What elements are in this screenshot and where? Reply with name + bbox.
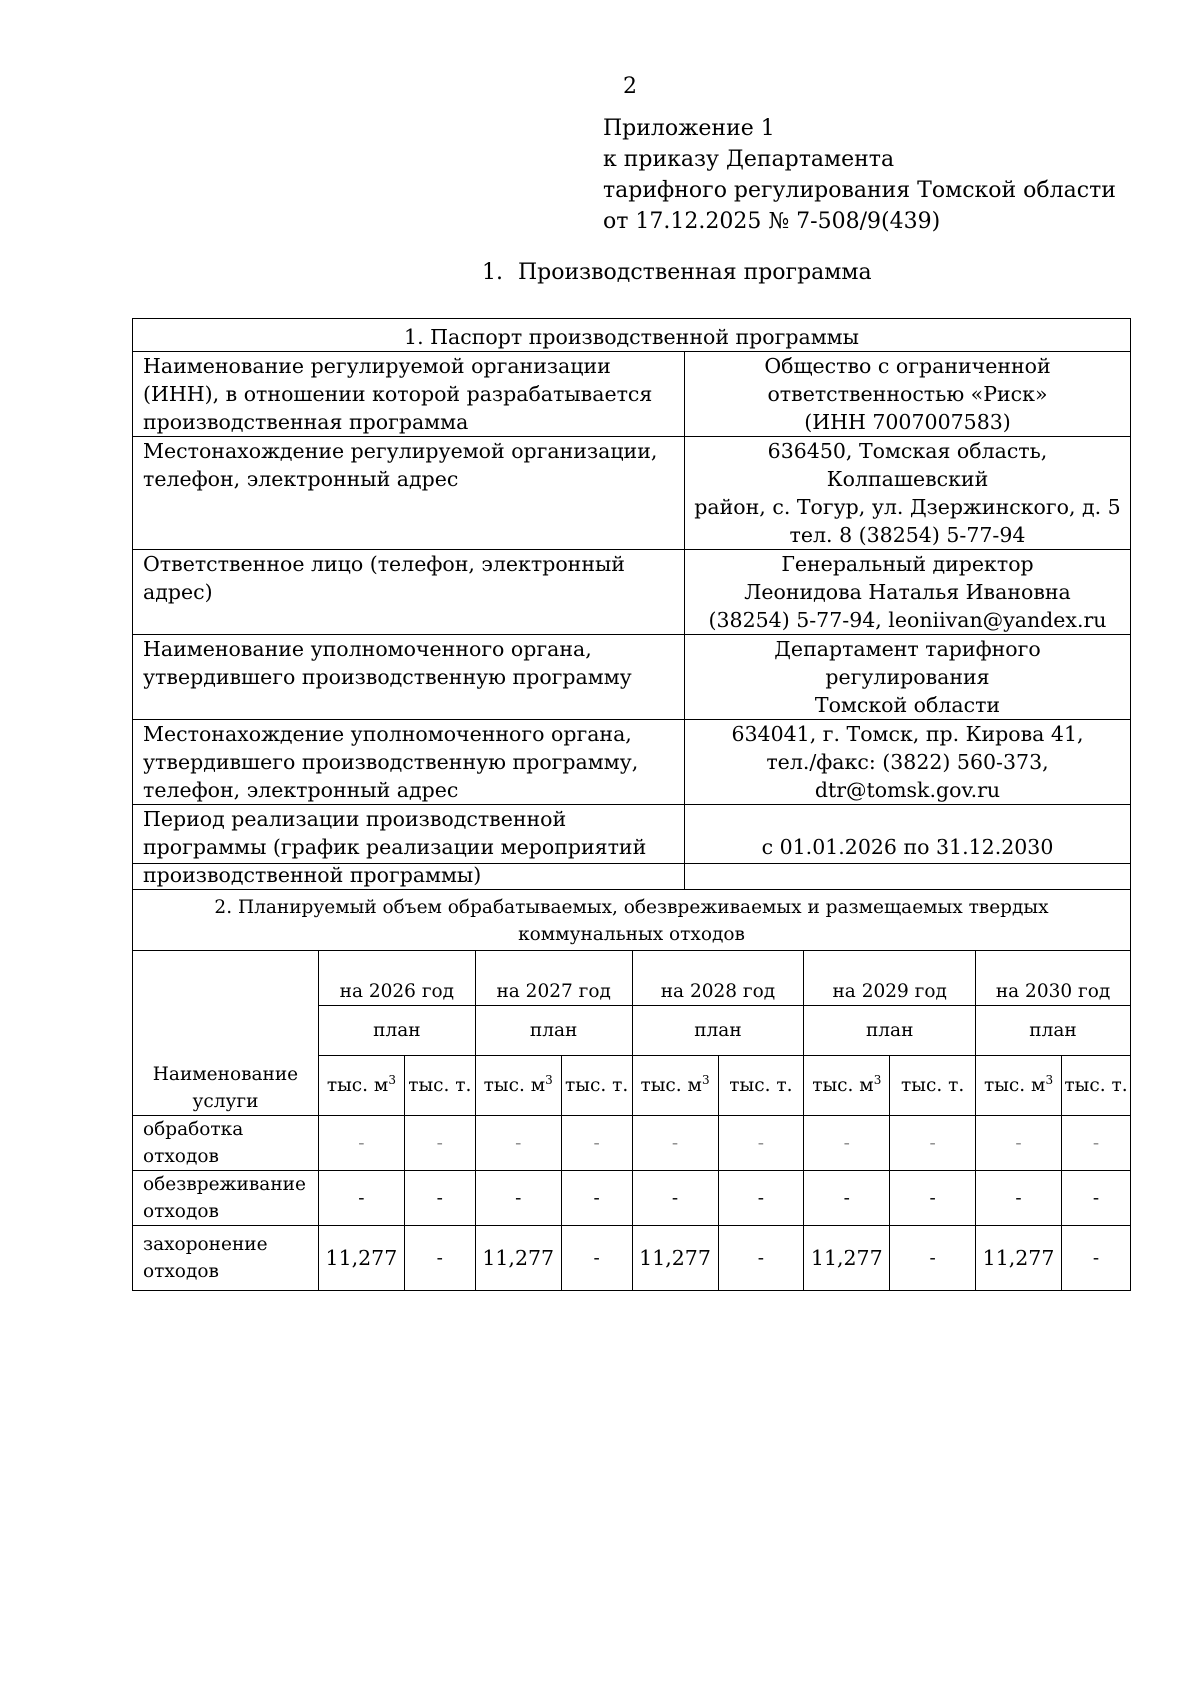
value-line: 634041, г. Томск, пр. Кирова 41, [731,722,1084,746]
unit-t-header: тыс. т. [561,1056,632,1116]
passport-row [133,550,1131,635]
unit-m3-header [318,1056,404,1116]
value-line: тел. 8 (38254) 5-77-94 [789,523,1026,547]
passport-value [685,352,1131,437]
value-cell: - [561,1116,632,1171]
value-cell: - [632,1116,718,1171]
year-header: на 2028 год [632,951,804,1006]
passport-value [685,437,1131,550]
header-line-1: Приложение 1 [603,116,775,141]
value-line: (38254) 5-77-94, leoniivan@yandex.ru [708,608,1107,632]
value-cell: - [804,1171,890,1226]
section-number: 1. [482,260,503,285]
plan-header: план [632,1006,804,1056]
plan-header: план [804,1006,976,1056]
unit-m3-header [632,1056,718,1116]
table-row [133,1226,1131,1291]
passport-value [685,550,1131,635]
value-cell: - [561,1226,632,1291]
service-header: Наименование услуги [133,951,319,1116]
header-line-2: к приказу Департамента [603,147,895,172]
year-header: на 2030 год [976,951,1131,1006]
value-cell: - [976,1116,1062,1171]
table-row [133,1116,1131,1171]
value-cell: - [718,1171,804,1226]
passport-caption: 1. Паспорт производственной программы [133,319,1131,352]
service-name: захоронение отходов [133,1226,319,1291]
unit-m3-text: тыс. м [640,1074,702,1096]
volumes-table [132,863,1131,1291]
passport-label: Местонахождение регулируемой организации, телефон, электронный адрес [133,437,685,550]
value-cell: - [404,1171,475,1226]
passport-label: Ответственное лицо (телефон, электронный адрес) [133,550,685,635]
passport-label: Местонахождение уполномоченного органа, утвердившего производственную программу, телефон, электронный адрес [133,720,685,805]
unit-m3-text: тыс. м [483,1074,546,1096]
volumes-caption: 2. Планируемый объем обрабатываемых, обезвреживаемых и размещаемых твердых коммунальных отходов [133,864,1131,951]
unit-m3-sup: 3 [388,1072,396,1087]
value-cell: - [404,1116,475,1171]
table-row [133,1171,1131,1226]
value-cell: - [475,1116,561,1171]
year-header: на 2029 год [804,951,976,1006]
unit-t-header: тыс. т. [1062,1056,1131,1116]
value-cell: 11,277 [976,1226,1062,1291]
unit-m3-text: тыс. м [326,1074,389,1096]
unit-m3-text: тыс. м [983,1074,1046,1096]
passport-row [133,720,1131,805]
plan-header: план [976,1006,1131,1056]
value-cell: 11,277 [632,1226,718,1291]
value-cell: 11,277 [475,1226,561,1291]
value-line: 636450, Томская область, Колпашевский [767,439,1048,491]
value-line: Леонидова Наталья Ивановна [744,580,1071,604]
value-cell: 11,277 [804,1226,890,1291]
passport-row [133,635,1131,720]
value-cell: - [1062,1171,1131,1226]
value-cell: - [1062,1226,1131,1291]
unit-m3-header [976,1056,1062,1116]
passport-table [132,318,1131,890]
unit-m3-sup: 3 [701,1072,710,1087]
section-title [482,260,872,285]
passport-label: Наименование уполномоченного органа, утвердившего производственную программу [133,635,685,720]
passport-value [685,635,1131,720]
plan-header: план [475,1006,632,1056]
section-title-text: Производственная программа [518,260,872,285]
year-header: на 2027 год [475,951,632,1006]
value-cell: - [890,1116,976,1171]
value-line: dtr@tomsk.gov.ru [814,778,1001,802]
approval-header [603,113,1116,237]
passport-row [133,352,1131,437]
value-cell: - [718,1116,804,1171]
value-line: район, с. Тогур, ул. Дзержинского, д. 5 [694,495,1121,519]
value-cell: 11,277 [318,1226,404,1291]
value-line: с 01.01.2026 по 31.12.2030 [761,835,1054,859]
passport-label: Период реализации производственной программы (график реализации мероприятий производственной программы) [133,805,685,890]
unit-t-header: тыс. т. [404,1056,475,1116]
value-line: Общество с ограниченной [764,354,1051,378]
passport-value [685,720,1131,805]
value-cell: - [475,1171,561,1226]
page-number: 2 [623,74,637,99]
passport-row [133,437,1131,550]
value-cell: - [318,1171,404,1226]
value-cell: - [561,1171,632,1226]
service-name: обработка отходов [133,1116,319,1171]
header-line-4: от 17.12.2025 № 7-508/9(439) [603,209,941,234]
service-name: обезвреживание отходов [133,1171,319,1226]
unit-t-header: тыс. т. [718,1056,804,1116]
plan-header: план [318,1006,475,1056]
value-cell: - [976,1171,1062,1226]
value-line: тел./факс: (3822) 560-373, [766,750,1049,774]
value-cell: - [718,1226,804,1291]
header-line-3: тарифного регулирования Томской области [603,178,1116,203]
value-cell: - [318,1116,404,1171]
value-cell: - [804,1116,890,1171]
value-line: Департамент тарифного регулирования [774,637,1041,689]
value-cell: - [890,1226,976,1291]
value-line: ответственностью «Риск» [767,382,1048,406]
value-line: Томской области [814,693,1001,717]
year-header: на 2026 год [318,951,475,1006]
unit-m3-header [804,1056,890,1116]
value-line: (ИНН 7007007583) [804,410,1011,434]
unit-t-header: тыс. т. [890,1056,976,1116]
value-cell: - [1062,1116,1131,1171]
unit-m3-header [475,1056,561,1116]
unit-m3-sup: 3 [1045,1072,1054,1087]
value-line: Генеральный директор [781,552,1034,576]
value-cell: - [632,1171,718,1226]
unit-m3-text: тыс. м [812,1074,874,1096]
unit-m3-sup: 3 [873,1072,882,1087]
passport-label: Наименование регулируемой организации (ИНН), в отношении которой разрабатывается производственная программа [133,352,685,437]
value-cell: - [890,1171,976,1226]
unit-m3-sup: 3 [545,1072,553,1087]
value-cell: - [404,1226,475,1291]
